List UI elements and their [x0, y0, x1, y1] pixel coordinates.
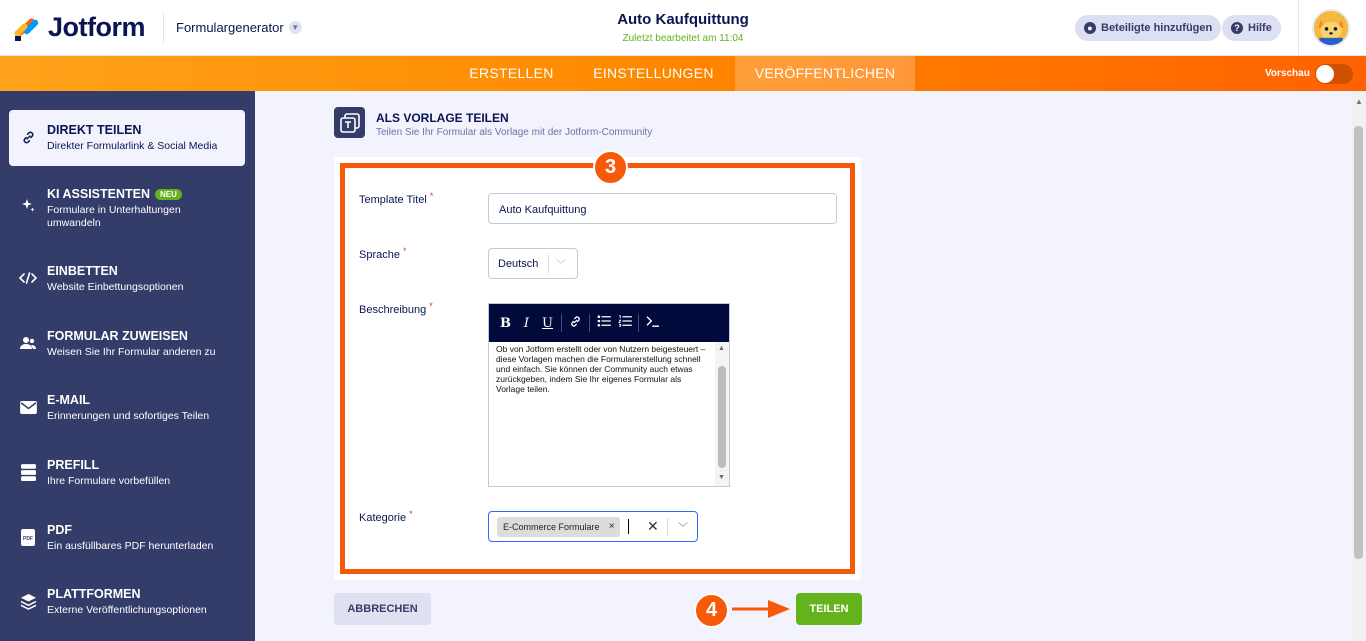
- envelope-icon: [19, 398, 37, 416]
- cat-avatar-icon: [1314, 11, 1348, 45]
- required-mark: *: [402, 246, 407, 256]
- sidebar-item-pdf[interactable]: [9, 510, 245, 566]
- template-title-label: [359, 191, 434, 206]
- sidebar-item-desc: Erinnerungen und sofortiges Teilen: [47, 410, 210, 422]
- sidebar-item-title: PLATTFORMEN: [47, 587, 141, 601]
- users-icon: [19, 334, 37, 352]
- category-tag: [497, 517, 620, 537]
- section-subtitle: Teilen Sie Ihr Formular als Vorlage mit der Jotform-Community: [376, 127, 653, 138]
- category-tag-label: E-Commerce Formulare: [503, 522, 600, 532]
- form-title[interactable]: Auto Kaufquittung: [617, 11, 749, 28]
- page-scrollbar[interactable]: [1352, 91, 1366, 641]
- preview-toggle[interactable]: [1315, 64, 1353, 84]
- sidebar-item-ki-assistenten[interactable]: [9, 174, 245, 230]
- sidebar-item-title: E-MAIL: [47, 393, 91, 407]
- required-mark: *: [429, 191, 434, 201]
- publish-sidebar: [0, 91, 255, 641]
- cancel-button[interactable]: ABBRECHEN: [334, 593, 431, 625]
- sidebar-item-desc: Formulare in Unterhaltungen umwandeln: [47, 204, 181, 229]
- editor-scrollbar[interactable]: [715, 342, 729, 486]
- select-divider: [667, 518, 668, 536]
- template-share-icon: [334, 107, 365, 138]
- scroll-down-icon[interactable]: ▼: [718, 474, 725, 481]
- add-participants-label: Beteiligte hinzufügen: [1101, 22, 1213, 34]
- section-title: ALS VORLAGE TEILEN: [376, 111, 509, 125]
- tab-einstellungen[interactable]: EINSTELLUNGEN: [593, 65, 714, 81]
- description-editor[interactable]: [488, 303, 730, 487]
- last-edited-status: Zuletzt bearbeitet am 11:04: [622, 33, 744, 44]
- scroll-up-icon[interactable]: ▲: [1355, 97, 1363, 106]
- category-select[interactable]: [488, 511, 698, 542]
- logo-text: Jotform: [48, 12, 145, 42]
- add-participants-button[interactable]: [1075, 15, 1221, 41]
- pdf-icon: [19, 528, 37, 546]
- generator-label: Formulargenerator: [176, 20, 284, 35]
- sidebar-item-title: FORMULAR ZUWEISEN: [47, 329, 188, 343]
- link-icon: [569, 315, 582, 328]
- tab-veroeffentlichen[interactable]: VERÖFFENTLICHEN: [735, 56, 915, 91]
- sidebar-item-desc: Direkter Formularlink & Social Media: [47, 140, 218, 152]
- link-icon: [19, 128, 37, 146]
- chevron-down-icon: ﹀: [556, 260, 566, 271]
- sidebar-item-title: [47, 187, 182, 201]
- account-menu[interactable]: [1298, 0, 1366, 56]
- editor-scroll-thumb[interactable]: [718, 366, 726, 468]
- description-text[interactable]: Ob von Jotform erstellt oder von Nutzern beigesteuert – diese Vorlagen machen die Formularerstellung schnell und einfach. Sie können der Community auch etwas zurückgeben, indem Sie Ihr eigenes Formular als Vorlage teilen.: [496, 344, 706, 394]
- category-label-text: Kategorie: [359, 512, 407, 524]
- sidebar-item-plattformen[interactable]: [9, 574, 245, 630]
- code-button[interactable]: [642, 315, 663, 331]
- sidebar-item-einbetten[interactable]: [9, 251, 245, 307]
- editor-toolbar: [489, 304, 729, 342]
- terminal-icon: [646, 315, 660, 327]
- description-label: [359, 301, 433, 316]
- step-badge-4: 4: [694, 593, 729, 628]
- help-label: Hilfe: [1248, 22, 1272, 34]
- toolbar-divider: [561, 314, 562, 332]
- sparkle-icon: [19, 196, 37, 214]
- language-value: Deutsch: [498, 258, 539, 270]
- pdf-icon-glyph: PDF: [21, 529, 35, 546]
- avatar[interactable]: [1312, 9, 1350, 47]
- sidebar-item-email[interactable]: [9, 380, 245, 436]
- select-divider: [548, 255, 549, 273]
- share-button[interactable]: TEILEN: [796, 593, 862, 625]
- sidebar-item-title: EINBETTEN: [47, 264, 118, 278]
- chevron-down-icon[interactable]: ﹀: [678, 523, 688, 534]
- bullet-list-icon: [597, 315, 611, 327]
- language-label-text: Sprache: [359, 249, 400, 261]
- main-nav: [0, 56, 1366, 91]
- chevron-down-icon: ▼: [289, 21, 302, 34]
- sidebar-item-direkt-teilen[interactable]: [9, 110, 245, 166]
- sidebar-item-title: PDF: [47, 523, 72, 537]
- language-select[interactable]: [488, 248, 578, 279]
- template-title-label-text: Template Titel: [359, 194, 427, 206]
- sidebar-item-desc: Ein ausfüllbares PDF herunterladen: [47, 540, 214, 552]
- code-icon: [19, 269, 37, 287]
- underline-button[interactable]: U: [542, 315, 553, 331]
- layers-icon: [19, 592, 37, 610]
- sidebar-item-title-text: KI ASSISTENTEN: [47, 187, 151, 201]
- sidebar-item-desc: Website Einbettungsoptionen: [47, 281, 184, 293]
- text-cursor: [628, 519, 629, 534]
- numbered-list-button[interactable]: [614, 315, 635, 331]
- sidebar-item-title: DIREKT TEILEN: [47, 123, 142, 137]
- help-icon: ?: [1231, 22, 1243, 34]
- scroll-up-icon[interactable]: ▲: [718, 345, 725, 352]
- clear-icon[interactable]: ✕: [647, 518, 659, 534]
- numbered-list-icon: [618, 315, 632, 327]
- help-button[interactable]: [1222, 15, 1281, 41]
- remove-tag-icon[interactable]: ×: [608, 521, 615, 532]
- sidebar-item-formular-zuweisen[interactable]: [9, 316, 245, 372]
- step-badge-3: 3: [593, 150, 628, 185]
- language-label: [359, 246, 407, 261]
- category-label: [359, 509, 413, 524]
- sidebar-item-prefill[interactable]: [9, 445, 245, 501]
- toggle-knob: [1316, 65, 1334, 83]
- toolbar-divider: [589, 314, 590, 332]
- sidebar-item-title: PREFILL: [47, 458, 100, 472]
- tab-erstellen[interactable]: ERSTELLEN: [469, 65, 554, 81]
- new-badge: NEU: [155, 189, 182, 200]
- required-mark: *: [409, 509, 413, 519]
- bold-button[interactable]: B: [500, 315, 511, 331]
- preview-label: Vorschau: [1265, 68, 1310, 79]
- sidebar-item-desc: Weisen Sie Ihr Formular anderen zu: [47, 346, 216, 358]
- bullet-list-button[interactable]: [593, 315, 614, 331]
- required-mark: *: [429, 301, 433, 311]
- template-title-input[interactable]: Auto Kaufquittung: [488, 193, 837, 224]
- toolbar-divider: [638, 314, 639, 332]
- description-label-text: Beschreibung: [359, 304, 427, 316]
- link-button[interactable]: [565, 315, 586, 332]
- scroll-thumb[interactable]: [1354, 126, 1363, 559]
- arrow-right-icon: [730, 598, 794, 620]
- sidebar-item-desc: Externe Veröffentlichungsoptionen: [47, 604, 207, 616]
- user-icon: ●: [1084, 22, 1096, 34]
- italic-button[interactable]: I: [523, 315, 530, 331]
- top-header: [0, 0, 1366, 56]
- prefill-icon: [19, 463, 37, 481]
- sidebar-item-desc: Ihre Formulare vorbefüllen: [47, 475, 171, 487]
